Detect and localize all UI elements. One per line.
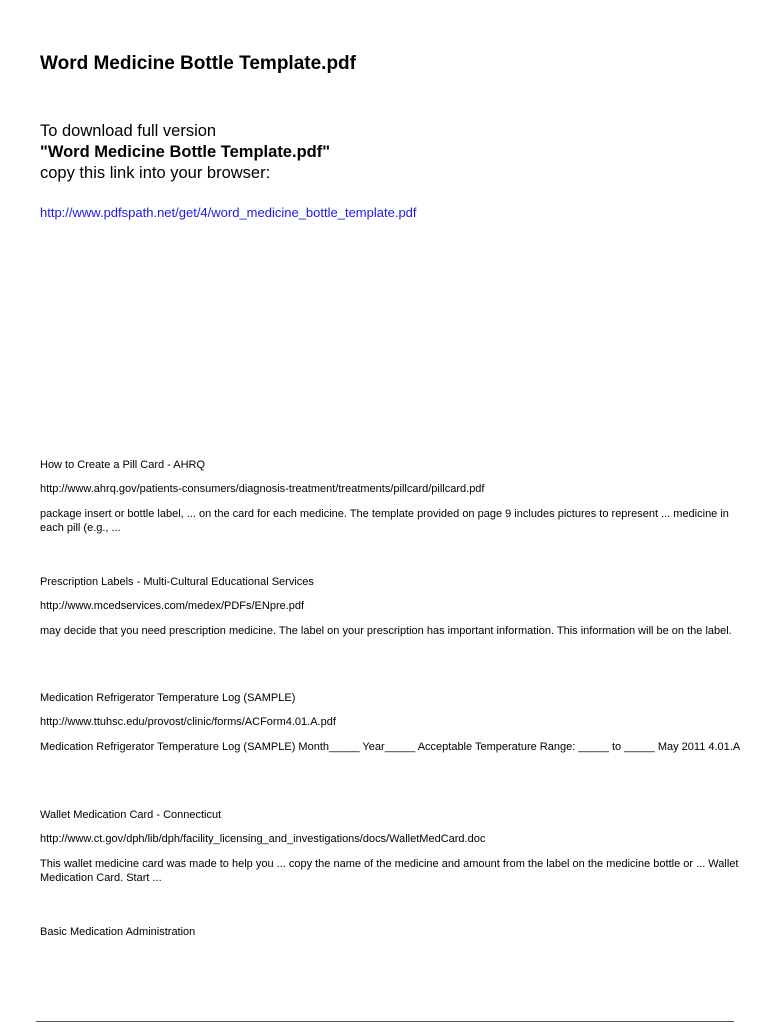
result-item — [40, 691, 746, 754]
result-description: may decide that you need prescription medicine. The label on your prescription has important information. This information will be on the label. — [40, 625, 732, 637]
result-description: package insert or bottle label, ... on the card for each medicine. The template provided on page 9 includes pictures to represent ... medicine in each pill (e.g., ... — [40, 508, 729, 534]
result-url[interactable]: http://www.mcedservices.com/medex/PDFs/ENpre.pdf — [40, 600, 305, 612]
download-link[interactable]: http://www.pdfspath.net/get/4/word_medicine_bottle_template.pdf — [40, 205, 417, 220]
result-title: Basic Medication Administration — [40, 926, 196, 938]
page-title: Word Medicine Bottle Template.pdf — [40, 53, 356, 74]
result-title: How to Create a Pill Card - AHRQ — [40, 459, 206, 471]
result-item — [40, 575, 746, 638]
result-title: Prescription Labels - Multi-Cultural Educational Services — [40, 576, 314, 588]
result-url[interactable]: http://www.ct.gov/dph/lib/dph/facility_licensing_and_investigations/docs/WalletMedCard.doc — [40, 833, 486, 845]
result-url[interactable]: http://www.ahrq.gov/patients-consumers/diagnosis-treatment/treatments/pillcard/pillcard.pdf — [40, 483, 485, 495]
result-title: Medication Refrigerator Temperature Log (SAMPLE) — [40, 692, 296, 704]
download-instructions — [40, 121, 330, 184]
instruction-line: To download full version — [40, 122, 217, 140]
result-description: Medication Refrigerator Temperature Log (SAMPLE) Month_____ Year_____ Acceptable Temperature Range: _____ to _____ May 2011 4.01.A — [40, 741, 741, 753]
result-item — [40, 458, 746, 535]
result-description: This wallet medicine card was made to help you ... copy the name of the medicine and amount from the label on the medicine bottle or ... Wallet Medication Card. Start ... — [40, 858, 739, 884]
result-url[interactable]: http://www.ttuhsc.edu/provost/clinic/forms/ACForm4.01.A.pdf — [40, 716, 336, 728]
result-item — [40, 925, 746, 939]
instruction-line: copy this link into your browser: — [40, 164, 271, 182]
result-item — [40, 808, 746, 885]
document-name-quote: "Word Medicine Bottle Template.pdf" — [40, 143, 331, 161]
result-title: Wallet Medication Card - Connecticut — [40, 809, 222, 821]
page-divider — [36, 1021, 734, 1022]
